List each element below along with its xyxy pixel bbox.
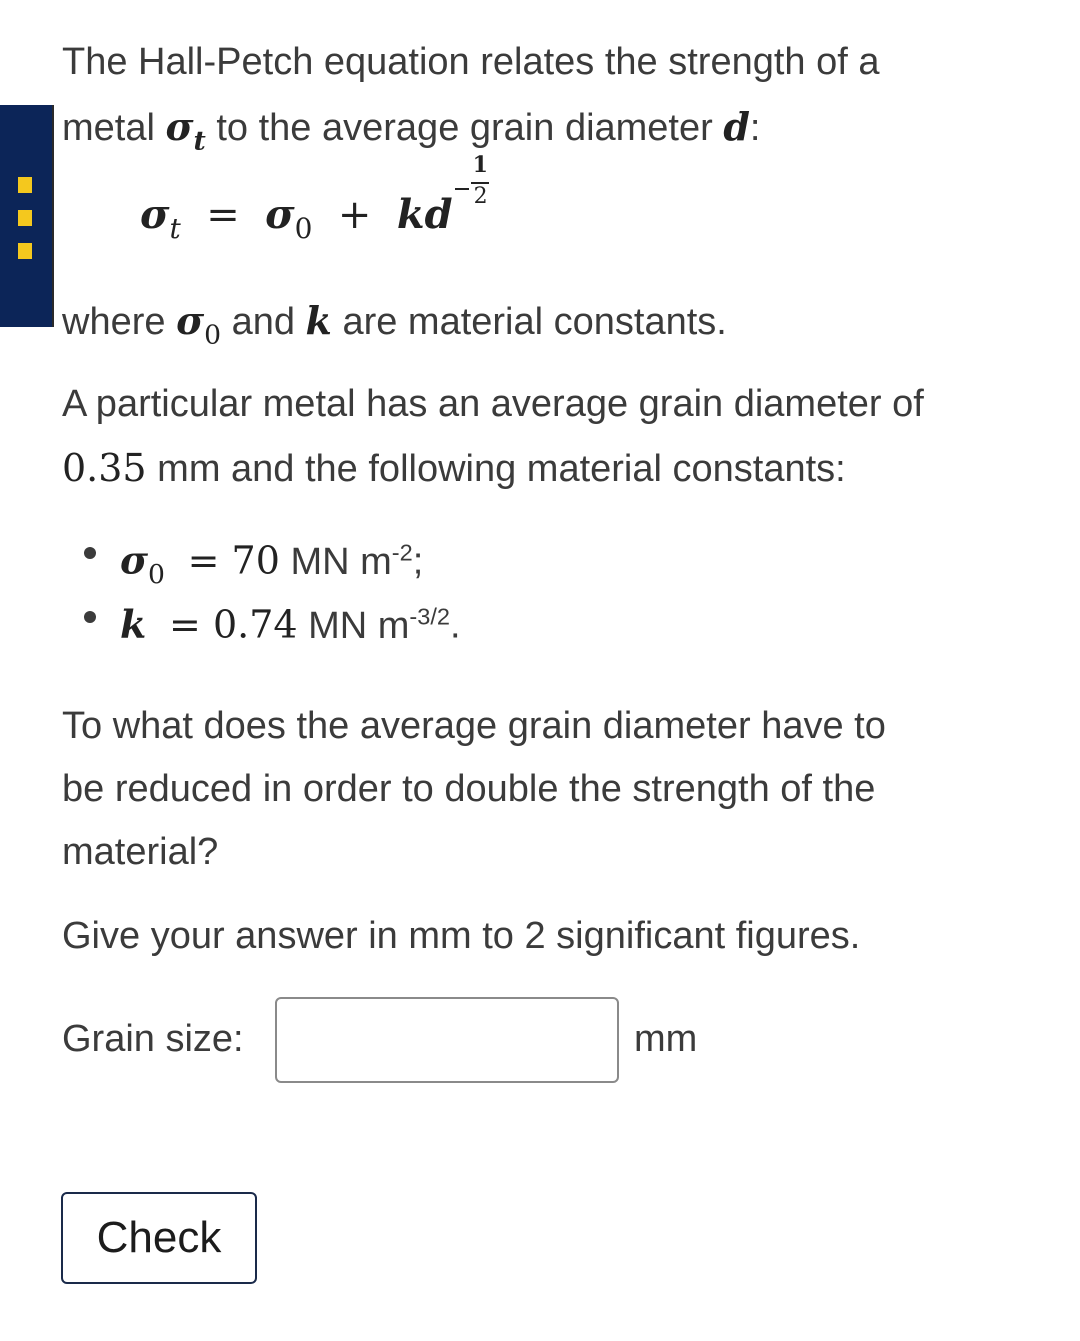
grain-diameter-value: 0.35 — [62, 446, 147, 490]
check-button[interactable]: Check — [61, 1192, 257, 1284]
equals-sign: = — [169, 602, 201, 647]
sigma-glyph: σ — [120, 537, 149, 583]
where-text: are material constants. — [331, 301, 727, 343]
sigma-0-symbol — [176, 298, 222, 351]
question-line-2: be reduced in order to double the strength of the — [62, 768, 876, 810]
equals-sign: = — [206, 192, 240, 238]
equals-sign: = — [187, 538, 220, 583]
where-line — [62, 298, 727, 351]
subscript-t: t — [193, 125, 206, 157]
answer-instruction: Give your answer in mm to 2 significant figures. — [62, 915, 861, 957]
hall-petch-equation — [140, 152, 489, 245]
subscript-0: 0 — [294, 211, 313, 245]
question-line-3: material? — [62, 831, 219, 873]
d-symbol: d — [723, 104, 750, 149]
intro-text: to the average grain diameter — [205, 107, 724, 149]
sigma-t-symbol — [165, 104, 206, 157]
intro-text: metal — [62, 107, 166, 149]
tab-mark-1 — [18, 177, 32, 193]
unit-exponent: -2 — [391, 539, 413, 565]
exponent-fraction — [471, 152, 489, 228]
sigma-glyph: σ — [265, 191, 295, 238]
list-item — [84, 520, 461, 590]
subscript-t: t — [169, 211, 181, 245]
constants-list — [84, 520, 461, 648]
tab-mark-3 — [18, 243, 32, 259]
k-unit — [308, 605, 450, 647]
k-value: 0.74 — [212, 602, 298, 647]
where-text: and — [221, 301, 306, 343]
d-symbol: d — [424, 191, 453, 238]
k-symbol: k — [305, 298, 332, 343]
intro-text: : — [749, 107, 761, 149]
subscript-0: 0 — [148, 558, 165, 590]
exponent-numerator: 1 — [472, 152, 488, 178]
unit-exponent: -3/2 — [409, 603, 450, 629]
particular-line-2 — [62, 446, 846, 493]
intro-line-1: The Hall-Petch equation relates the strength of a — [62, 41, 880, 83]
punctuation: . — [450, 604, 461, 647]
particular-text: mm and the following material constants: — [146, 448, 846, 490]
exponent-denominator: 2 — [473, 184, 488, 209]
grain-size-unit: mm — [634, 1018, 698, 1060]
unit-text: MN m — [308, 604, 410, 647]
k-symbol: k — [120, 601, 147, 647]
punctuation: ; — [412, 540, 424, 583]
particular-line-1: A particular metal has an average grain diameter of — [62, 383, 924, 425]
k-symbol: k — [396, 191, 425, 238]
list-item — [84, 584, 461, 648]
tab-mark-2 — [18, 210, 32, 226]
side-tab[interactable] — [0, 105, 52, 327]
sigma0-unit — [290, 541, 412, 583]
grain-size-input[interactable] — [275, 997, 619, 1083]
intro-line-2 — [62, 104, 760, 157]
bullet-icon — [84, 611, 96, 623]
question-line-1: To what does the average grain diameter have to — [62, 705, 886, 747]
sigma-glyph: σ — [176, 298, 205, 343]
exponent-minus — [455, 188, 469, 190]
sigma-glyph: σ — [140, 191, 170, 238]
where-text: where — [62, 301, 177, 343]
unit-text: MN m — [290, 540, 392, 583]
grain-size-label: Grain size: — [62, 1018, 244, 1060]
side-divider — [52, 105, 54, 327]
plus-sign: + — [337, 192, 372, 238]
subscript-0: 0 — [204, 319, 222, 351]
sigma0-value: 70 — [231, 538, 280, 583]
bullet-icon — [84, 547, 96, 559]
sigma-glyph: σ — [165, 104, 194, 149]
